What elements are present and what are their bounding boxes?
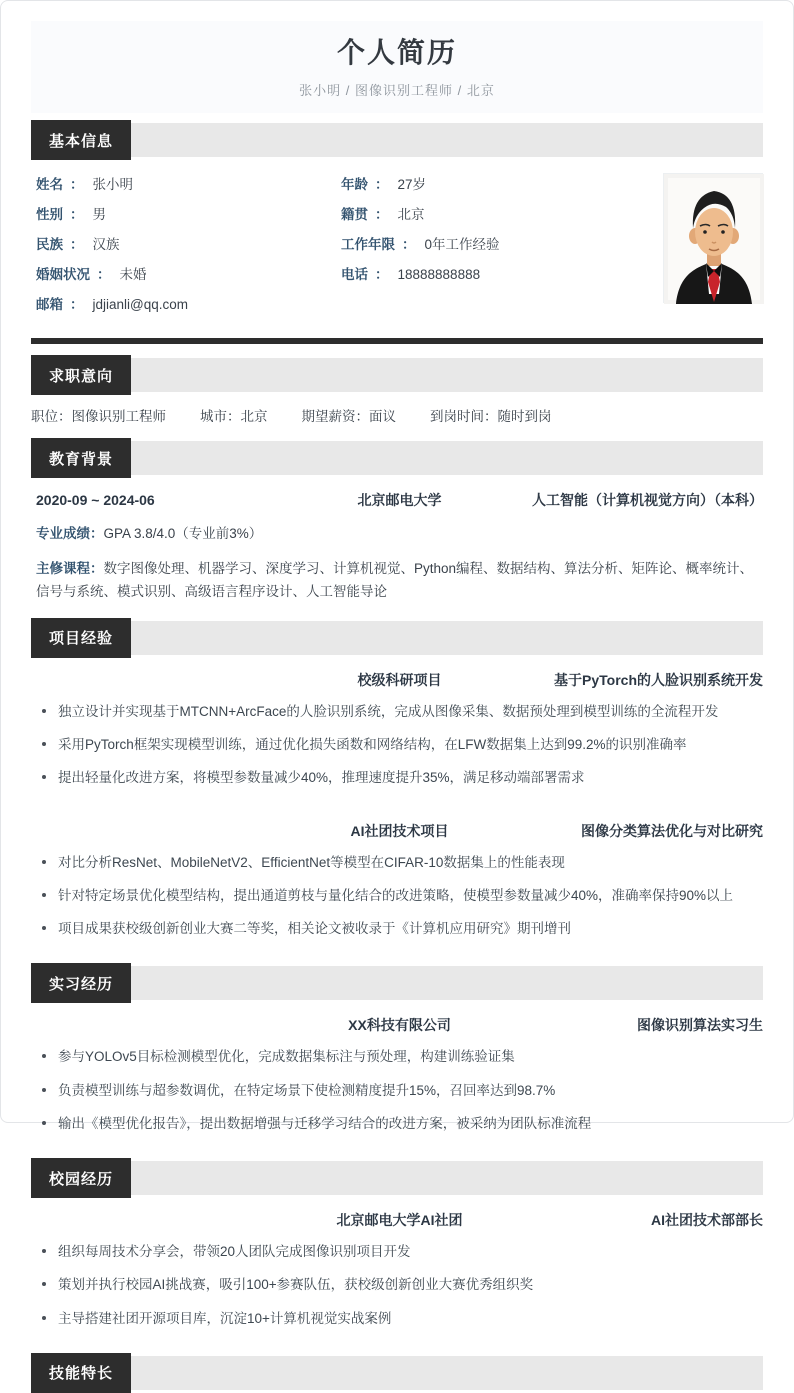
field-value: 张小明: [92, 177, 133, 192]
bullet-text: 策划并执行校园AI挑战赛，吸引100+参赛队伍，获校级创新创业大赛优秀组织奖: [58, 1277, 534, 1293]
project-bullet-list: [1, 841, 793, 957]
intent-label: 城市: [200, 409, 227, 424]
entry-org: 北京邮电大学AI社团: [336, 1212, 463, 1229]
entry-role: 图像识别算法实习生: [637, 1017, 763, 1034]
list-item: [36, 919, 763, 939]
internship-entries: [1, 1000, 793, 1157]
field-colon: ：: [375, 207, 389, 222]
entry-role: 基于PyTorch的人脸识别系统开发: [554, 671, 763, 688]
field-value: jdjianli@qq.com: [92, 297, 188, 312]
bullet-text: 输出《模型优化报告》，提出数据增强与迁移学习结合的改进方案，被采纳为团队标准流程: [58, 1115, 592, 1131]
courses-value: 数字图像处理、机器学习、深度学习、计算机视觉、Python编程、数据结构、算法分析、矩阵论、概率统计、信号与系统、模式识别、高级语言程序设计、人工智能导论: [36, 561, 754, 599]
bullet-text: 对比分析ResNet、MobileNetV2、EfficientNet等模型在CIFAR-10数据集上的性能表现: [58, 854, 565, 870]
section-divider: [31, 338, 763, 344]
id-photo-illustration: [664, 174, 764, 304]
section-header-education: [31, 441, 763, 475]
bullet-dot-icon: [42, 1054, 46, 1058]
section-badge: 教育背景: [31, 438, 131, 478]
bullet-dot-icon: [42, 1088, 46, 1092]
info-row-name: [36, 173, 341, 203]
section-header-job-intent: [31, 358, 763, 392]
bullet-dot-icon: [42, 1316, 46, 1320]
info-row-ethnicity: [36, 233, 341, 263]
section-badge: 技能特长: [31, 1353, 131, 1393]
education-school: 北京邮电大学: [357, 492, 442, 508]
internship-entry-header: [1, 1000, 793, 1035]
intent-salary: [302, 405, 397, 425]
courses-label: 主修课程: [36, 561, 90, 577]
field-label: 籍贯: [341, 207, 368, 222]
bullet-dot-icon: [42, 893, 46, 897]
internship-entry: [1, 1000, 793, 1151]
intent-colon: ：: [484, 409, 498, 424]
section-badge: 求职意向: [31, 355, 131, 395]
info-row-email: [36, 293, 341, 323]
info-row-experience-years: [341, 233, 663, 263]
info-row-age: [341, 173, 663, 203]
page-title: 个人简历: [336, 37, 457, 68]
section-internship: [1, 966, 793, 1157]
campus-bullet-list: [1, 1230, 793, 1346]
gpa-colon: ：: [90, 526, 104, 541]
section-header-campus: [31, 1161, 763, 1195]
list-item: [36, 1047, 763, 1067]
bullet-text: 组织每周技术分享会，带领20人团队完成图像识别项目开发: [58, 1244, 411, 1260]
bullet-text: 项目成果获校级创新创业大赛二等奖，相关论文被收录于《计算机应用研究》期刊增刊: [58, 921, 571, 937]
bullet-dot-icon: [42, 742, 46, 746]
campus-entry-header: [1, 1195, 793, 1230]
entry-org: XX科技有限公司: [348, 1017, 451, 1034]
intent-value: 面议: [369, 409, 396, 424]
bullet-text: 主导搭建社团开源项目库，沉淀10+计算机视觉实战案例: [58, 1310, 392, 1326]
section-header-projects: [31, 621, 763, 655]
id-photo: [663, 173, 763, 303]
bullet-dot-icon: [42, 1282, 46, 1286]
bullet-text: 独立设计并实现基于MTCNN+ArcFace的人脸识别系统，完成从图像采集、数据预处理到模型训练的全流程开发: [58, 703, 719, 719]
field-value: 北京: [397, 207, 425, 222]
bullet-dot-icon: [42, 1121, 46, 1125]
intent-availability: [430, 405, 552, 425]
info-row-gender: [36, 203, 341, 233]
section-basic-info: [1, 123, 793, 329]
intent-label: 到岗时间: [430, 409, 484, 424]
section-header-internship: [31, 966, 763, 1000]
project-entries: [1, 655, 793, 963]
courses-colon: ：: [90, 561, 104, 577]
intent-value: 北京: [240, 409, 268, 424]
entry-org: 校级科研项目: [357, 671, 442, 688]
list-item: [36, 1114, 763, 1134]
basic-info-grid: [1, 157, 793, 329]
field-colon: ：: [375, 267, 389, 282]
education-entry-header: [1, 475, 793, 510]
education-courses-row: [1, 545, 793, 617]
field-colon: ：: [97, 267, 111, 282]
field-label: 年龄: [341, 177, 368, 192]
field-value: 汉族: [92, 237, 120, 252]
gpa-value: GPA 3.8/4.0（专业前3%）: [103, 526, 263, 541]
list-item: [36, 1242, 763, 1262]
list-item: [36, 853, 763, 873]
section-campus: [1, 1161, 793, 1352]
field-label: 电话: [341, 267, 368, 282]
bullet-text: 采用PyTorch框架实现模型训练，通过优化损失函数和网络结构，在LFW数据集上达到99.2%的识别准确率: [58, 737, 687, 753]
entry-role: AI社团技术部部长: [651, 1212, 763, 1229]
education-gpa-row: [1, 510, 793, 545]
field-label: 婚姻状况: [36, 267, 90, 282]
field-colon: ：: [70, 177, 84, 192]
field-label: 工作年限: [341, 237, 395, 252]
field-label: 邮箱: [36, 297, 63, 312]
section-education: [1, 441, 793, 617]
intent-city: [200, 405, 268, 425]
resume-header: [31, 21, 763, 113]
section-badge: 项目经验: [31, 618, 131, 658]
resume-subtitle: 张小明 / 图像识别工程师 / 北京: [299, 83, 495, 98]
section-skills: [1, 1356, 793, 1390]
bullet-text: 参与YOLOv5目标检测模型优化，完成数据集标注与预处理，构建训练验证集: [58, 1049, 515, 1065]
section-header-basic-info: [31, 123, 763, 157]
list-item: [36, 1081, 763, 1101]
list-item: [36, 702, 763, 722]
field-colon: ：: [70, 207, 84, 222]
job-intent-row: [1, 392, 793, 437]
entry-role: 图像分类算法优化与对比研究: [581, 822, 763, 839]
field-value: 0年工作经验: [424, 237, 500, 252]
project-entry-header: [1, 655, 793, 690]
list-item: [36, 1309, 763, 1329]
intent-position: [31, 405, 166, 425]
field-value: 未婚: [119, 267, 147, 282]
field-label: 姓名: [36, 177, 63, 192]
intent-label: 期望薪资: [301, 409, 356, 424]
bullet-dot-icon: [42, 775, 46, 779]
intent-colon: ：: [58, 409, 72, 424]
field-colon: ：: [402, 237, 416, 252]
intent-value: 图像识别工程师: [71, 409, 166, 424]
project-entry-header: [1, 806, 793, 841]
list-item: [36, 886, 763, 906]
section-badge: 实习经历: [31, 963, 131, 1003]
bullet-text: 提出轻量化改进方案，将模型参数量减少40%，推理速度提升35%，满足移动端部署需求: [58, 770, 585, 786]
intent-colon: ：: [227, 409, 241, 424]
campus-entries: [1, 1195, 793, 1352]
field-colon: ：: [375, 177, 389, 192]
internship-bullet-list: [1, 1035, 793, 1151]
field-value: 男: [92, 207, 106, 222]
intent-colon: ：: [355, 409, 369, 424]
field-label: 民族: [36, 237, 63, 252]
list-item: [36, 1275, 763, 1295]
education-period: 2020-09 ~ 2024-06: [36, 492, 155, 508]
info-row-marital: [36, 263, 341, 293]
section-header-skills: [31, 1356, 763, 1390]
basic-info-left-column: [36, 173, 341, 323]
bullet-dot-icon: [42, 860, 46, 864]
field-colon: ：: [70, 237, 84, 252]
info-row-hometown: [341, 203, 663, 233]
entry-org: AI社团技术项目: [350, 822, 449, 839]
field-label: 性别: [36, 207, 63, 222]
field-value: 27岁: [397, 177, 427, 192]
list-item: [36, 768, 763, 788]
bullet-text: 负责模型训练与超参数调优，在特定场景下使检测精度提升15%，召回率达到98.7%: [58, 1082, 556, 1098]
list-item: [36, 735, 763, 755]
intent-label: 职位: [31, 409, 58, 424]
section-badge: 校园经历: [31, 1158, 131, 1198]
basic-info-right-column: [341, 173, 663, 323]
section-projects: [1, 621, 793, 963]
campus-entry: [1, 1195, 793, 1346]
field-colon: ：: [70, 297, 84, 312]
section-job-intent: [1, 358, 793, 437]
section-badge: 基本信息: [31, 120, 131, 160]
bullet-dot-icon: [42, 926, 46, 930]
education-major: 人工智能（计算机视觉方向）（本科）: [532, 492, 763, 508]
bullet-dot-icon: [42, 709, 46, 713]
bullet-dot-icon: [42, 1249, 46, 1253]
bullet-text: 针对特定场景优化模型结构，提出通道剪枝与量化结合的改进策略，使模型参数量减少40%，准确率保持90%以上: [58, 887, 734, 903]
project-entry: [1, 655, 793, 806]
intent-value: 随时到岗: [497, 409, 552, 424]
project-bullet-list: [1, 690, 793, 806]
info-row-phone: [341, 263, 663, 293]
gpa-label: 专业成绩: [36, 526, 90, 541]
project-entry: [1, 806, 793, 957]
field-value: 18888888888: [397, 267, 481, 282]
